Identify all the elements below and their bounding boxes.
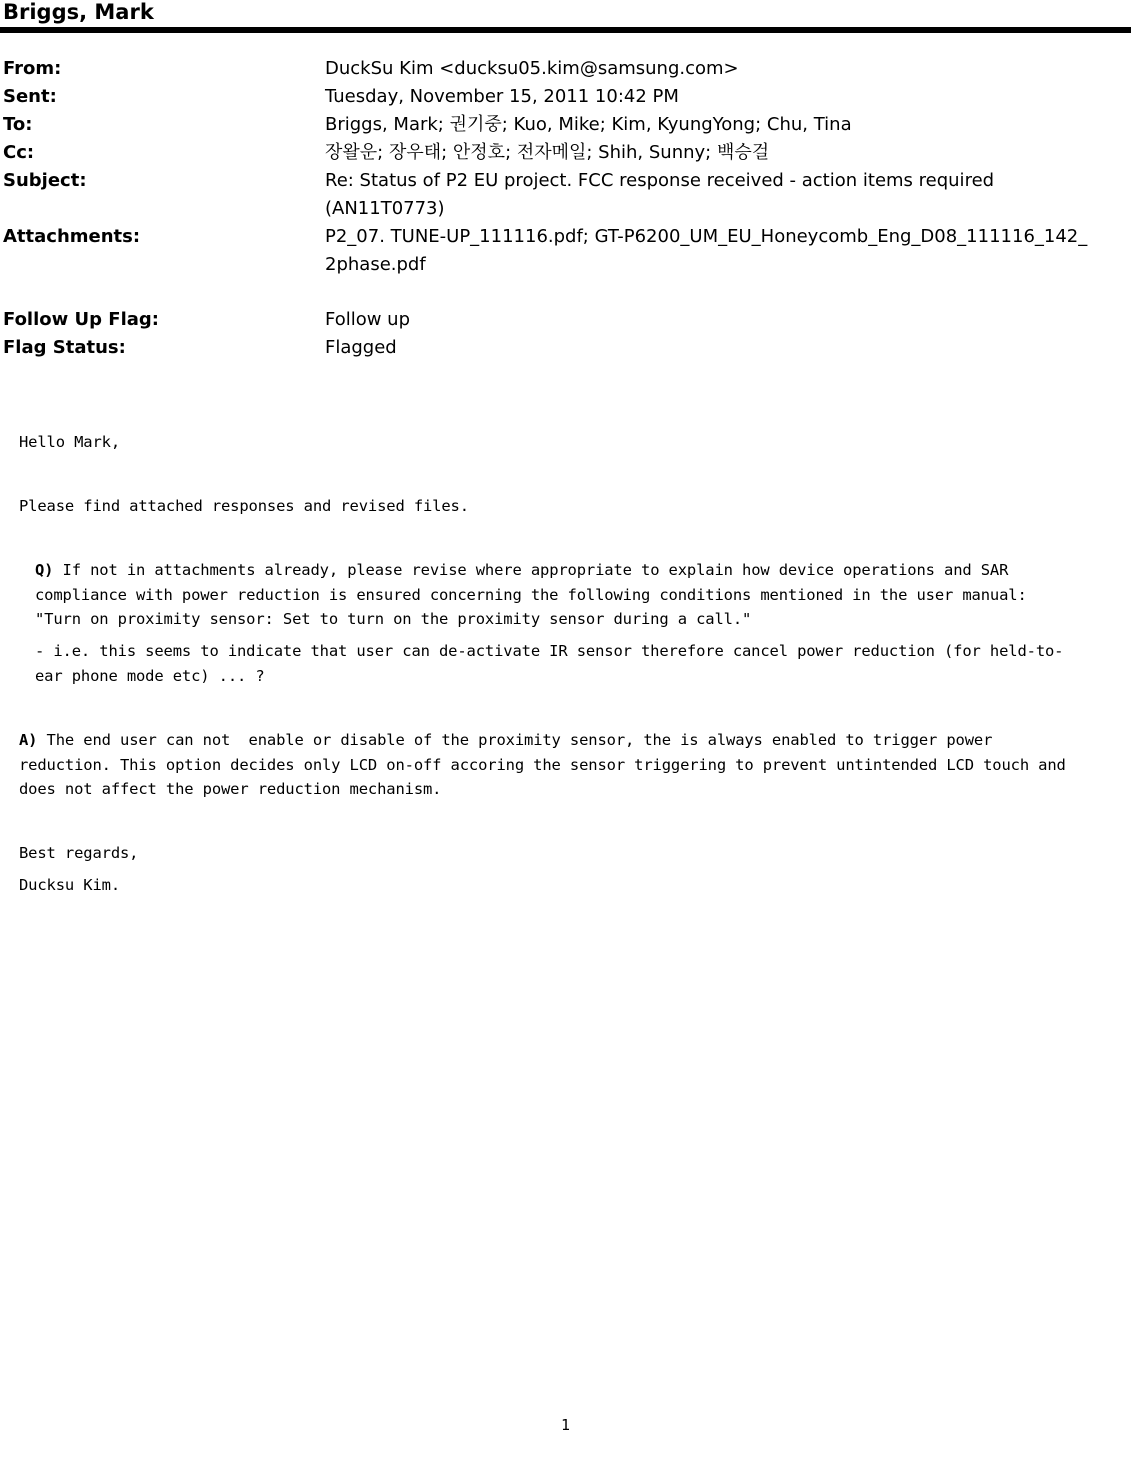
answer-line-2: reduction. This option decides only LCD on-off accoring the sensor triggering to prevent untintended LCD touch and [19,756,1066,774]
header-divider [0,27,1131,33]
answer-line-1 [19,728,992,753]
flag-status-row [3,334,1113,362]
flag-status-value: Flagged [325,337,397,358]
email-header [3,55,1113,362]
sent-value: Tuesday, November 15, 2011 10:42 PM [325,86,679,107]
question-line-1 [35,558,1008,583]
question-text-1: If not in attachments already, please revise where appropriate to explain how device operations and SAR [53,561,1009,579]
intro-text: Please find attached responses and revised files. [19,497,469,515]
to-row [3,111,1113,139]
followup-flag-value: Follow up [325,309,411,330]
header-spacer [3,279,1113,306]
to-value: Briggs, Mark; 권기중; Kuo, Mike; Kim, KyungYong; Chu, Tina [325,114,852,135]
cc-label: Cc: [3,142,35,163]
from-value: DuckSu Kim <ducksu05.kim@samsung.com> [325,58,739,79]
cc-value: 장왈운; 장우태; 안정호; 전자메일; Shih, Sunny; 백승걸 [325,142,770,163]
subject-row [3,167,1113,223]
flag-status-label: Flag Status: [3,337,126,358]
sent-label: Sent: [3,86,57,107]
answer-text-1: The end user can not enable or disable of the proximity sensor, the is always enabled to trigger power [37,731,993,749]
question-note-line-1: - i.e. this seems to indicate that user can de-activate IR sensor therefore cancel power reduction (for held-to- [35,642,1064,660]
from-row [3,55,1113,83]
mailbox-owner-name: Briggs, Mark [3,0,154,24]
question-tag: Q) [35,561,54,579]
question-line-3: "Turn on proximity sensor: Set to turn on the proximity sensor during a call." [35,610,752,628]
sent-row [3,83,1113,111]
subject-label: Subject: [3,170,87,191]
attachments-line-2: 2phase.pdf [325,254,426,275]
attachments-row [3,223,1113,279]
question-line-2: compliance with power reduction is ensured concerning the following conditions mentioned in the user manual: [35,586,1027,604]
to-label: To: [3,114,33,135]
subject-line-1: Re: Status of P2 EU project. FCC response received - action items required [325,170,995,191]
greeting: Hello Mark, [19,433,120,451]
subject-value [325,167,1113,223]
attachments-line-1: P2_07. TUNE-UP_111116.pdf; GT-P6200_UM_EU_Honeycomb_Eng_D08_111116_142_ [325,226,1088,247]
followup-flag-label: Follow Up Flag: [3,309,159,330]
cc-row [3,139,1113,167]
answer-line-3: does not affect the power reduction mechanism. [19,780,442,798]
signature: Ducksu Kim. [19,876,120,894]
answer-tag: A) [19,731,38,749]
from-label: From: [3,58,62,79]
subject-line-2: (AN11T0773) [325,198,445,219]
closing: Best regards, [19,844,139,862]
question-note-line-2: ear phone mode etc) ... ? [35,667,265,685]
page-number: 1 [560,1416,571,1434]
followup-flag-row [3,306,1113,334]
attachments-label: Attachments: [3,226,141,247]
attachments-value [325,223,1113,279]
